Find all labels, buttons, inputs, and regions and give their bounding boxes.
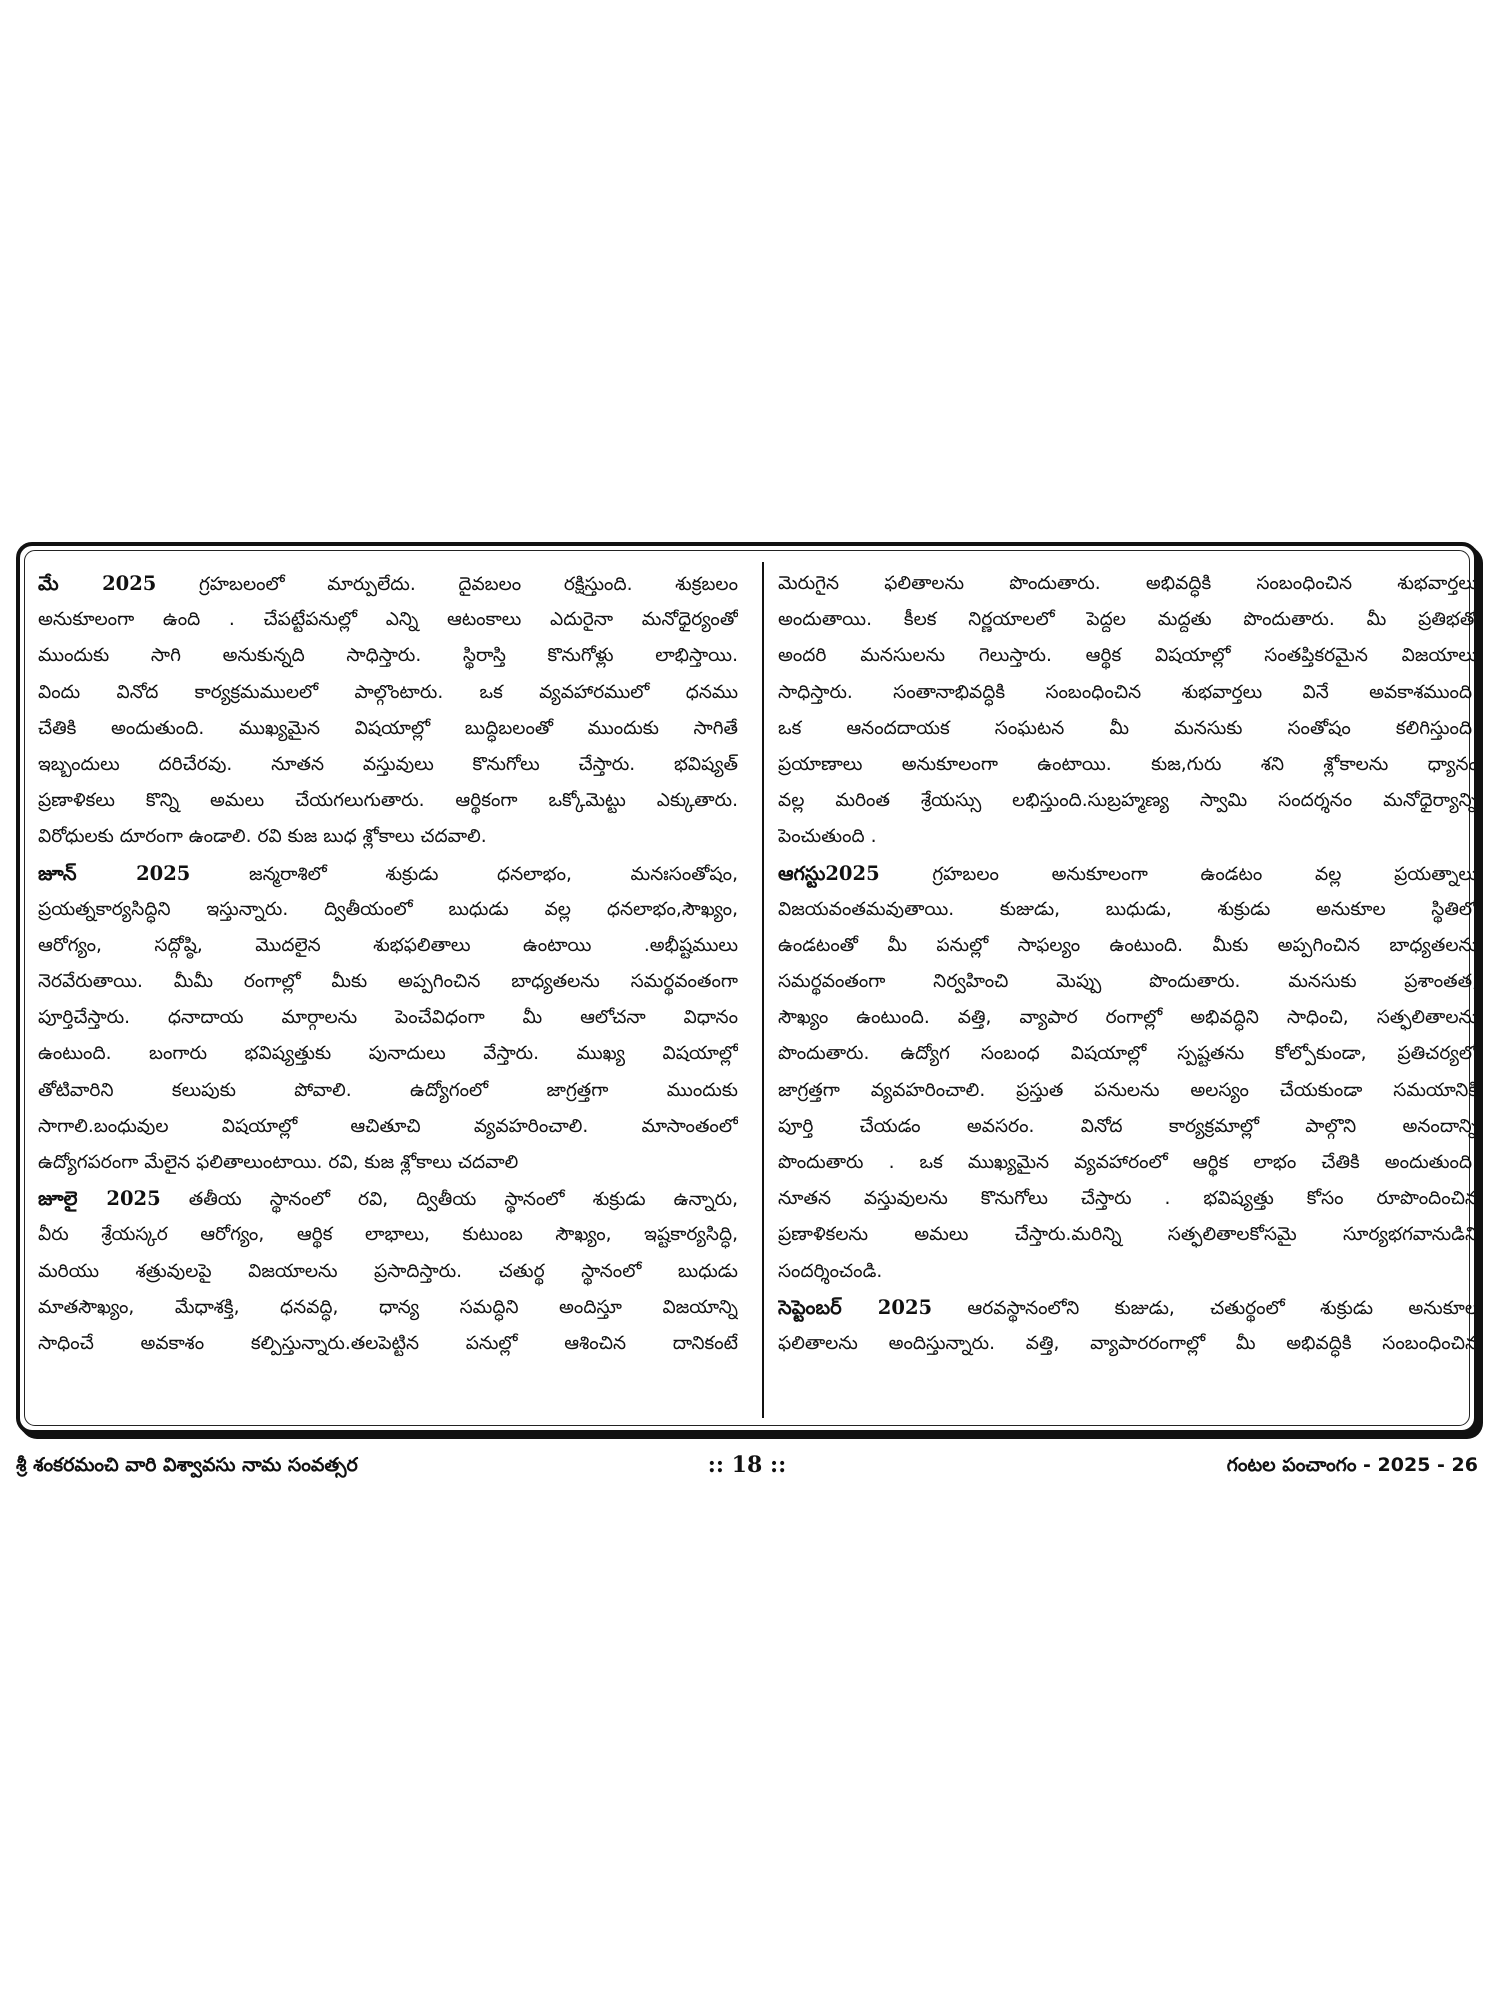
line-text: నెరవేరుతాయి. మీమీ రంగాల్లో మీకు అప్పగించిన బాధ్యతలను సమర్థవంతంగా	[38, 971, 738, 993]
line-text: మాతసౌఖ్యం, మేధాశక్తి, ధనవద్ధి, ధాన్య సమద్ధిని అందిస్తూ విజయాన్ని	[38, 1296, 738, 1318]
text-line	[778, 1036, 1478, 1072]
line-text: తతీయ స్థానంలో రవి, ద్వితీయ స్థానంలో శుక్రుడు ఉన్నారు,	[160, 1189, 738, 1211]
line-text: ప్రణాళికలను అమలు చేస్తారు.మరిన్ని సత్ఫలితాలకోసమై సూర్యభగవానుడిని	[778, 1224, 1478, 1246]
text-line	[778, 1073, 1478, 1109]
text-line	[38, 1254, 738, 1290]
line-text: అందరి మనసులను గెలుస్తారు. ఆర్థిక విషయాల్లో సంతప్తికరమైన విజయాలు	[778, 645, 1478, 667]
text-line	[38, 1109, 738, 1145]
month-heading: జూన్ 2025	[38, 861, 191, 885]
line-text: పెంచుతుంది .	[778, 826, 877, 848]
text-line	[38, 1290, 738, 1326]
line-text: విందు వినోద కార్యక్రమములలో పాల్గొంటారు. ఒక వ్యవహారములో ధనము	[38, 681, 738, 703]
footer-title: గంటల పంచాంగం - 2025 - 26	[1226, 1454, 1478, 1476]
text-line	[778, 1290, 1478, 1326]
text-line	[778, 856, 1478, 892]
text-line	[778, 1326, 1478, 1362]
line-text: ప్రణాళికలు కొన్ని అమలు చేయగలుగుతారు. ఆర్థికంగా ఒక్కోమెట్టు ఎక్కుతారు.	[38, 790, 738, 812]
text-line	[778, 566, 1478, 602]
line-text: ఉంటుంది. బంగారు భవిష్యత్తుకు పునాదులు వేస్తారు. ముఖ్య విషయాల్లో	[38, 1043, 738, 1065]
page-number: :: 18 ::	[707, 1452, 787, 1478]
text-line	[778, 602, 1478, 638]
text-line	[38, 1145, 738, 1181]
right-column	[778, 566, 1478, 1418]
text-line	[38, 638, 738, 674]
text-line	[38, 1217, 738, 1253]
text-line	[778, 819, 1478, 855]
month-heading: మే 2025	[38, 572, 157, 595]
text-line	[778, 675, 1478, 711]
text-line	[38, 1073, 738, 1109]
text-line	[778, 1000, 1478, 1036]
line-text: ఉండటంతో మీ పనుల్లో సాఫల్యం ఉంటుంది. మీకు అప్పగించిన బాధ్యతలను	[778, 934, 1478, 956]
line-text: గ్రహబలంలో మార్పులేదు. దైవబలం రక్షిస్తుంది. శుక్రబలం	[156, 574, 738, 595]
line-text: పూర్తిచేస్తారు. ధనాదాయ మార్గాలను పెంచేవిధంగా మీ ఆలోచనా విధానం	[38, 1007, 738, 1029]
column-divider	[762, 562, 764, 1418]
text-line	[38, 1326, 738, 1362]
text-line	[38, 819, 738, 855]
line-text: ఫలితాలను అందిస్తున్నారు. వత్తి, వ్యాపారరంగాల్లో మీ అభివద్ధికి సంబంధించిన	[778, 1332, 1478, 1354]
line-text: మరియు శత్రువులపై విజయాలను ప్రసాదిస్తారు. చతుర్థ స్థానంలో బుధుడు	[38, 1260, 738, 1282]
line-text: విరోధులకు దూరంగా ఉండాలి. రవి కుజ బుధ శ్లోకాలు చదవాలి.	[38, 826, 487, 848]
text-line	[38, 1000, 738, 1036]
text-line	[778, 1181, 1478, 1217]
line-text: ఒక ఆనందదాయక సంఘటన మీ మనసుకు సంతోషం కలిగిస్తుంది.	[778, 717, 1478, 739]
text-line	[38, 1181, 738, 1217]
line-text: నూతన వస్తువులను కొనుగోలు చేస్తారు . భవిష్యత్తు కోసం రూపొందించిన	[778, 1188, 1478, 1210]
text-line	[778, 1217, 1478, 1253]
text-line	[778, 928, 1478, 964]
left-column	[38, 566, 738, 1418]
line-text: అందుతాయి. కీలక నిర్ణయాలలో పెద్దల మద్దతు పొందుతారు. మీ ప్రతిభతో	[778, 609, 1478, 631]
text-line	[38, 711, 738, 747]
line-text: జాగ్రత్తగా వ్యవహరించాలి. ప్రస్తుత పనులను అలస్యం చేయకుండా సమయానికి	[778, 1079, 1478, 1101]
line-text: సాధిస్తారు. సంతానాభివద్ధికి సంబంధించిన శుభవార్తలు వినే అవకాశముంది.	[778, 681, 1478, 703]
text-line	[38, 1036, 738, 1072]
text-line	[38, 892, 738, 928]
month-heading: జూలై 2025	[38, 1187, 161, 1211]
line-text: వీరు శ్రేయస్కర ఆరోగ్యం, ఆర్థిక లాభాలు, కుటుంబ సౌఖ్యం, ఇష్టకార్యసిద్ధి,	[38, 1224, 738, 1246]
line-text: ఆరోగ్యం, సద్గోష్ఠి, మొదలైన శుభఫలితాలు ఉంటాయి .అభీష్టములు	[38, 934, 738, 956]
line-text: సౌఖ్యం ఉంటుంది. వత్తి, వ్యాపార రంగాల్లో అభివద్ధిని సాధించి, సత్ఫలితాలను	[778, 1007, 1478, 1029]
text-line	[38, 964, 738, 1000]
line-text: సందర్శించండి.	[778, 1260, 883, 1282]
text-line	[38, 856, 738, 892]
month-heading: సెప్టెంబర్ 2025	[778, 1295, 933, 1319]
line-text: జన్మరాశిలో శుక్రుడు ధనలాభం, మనఃసంతోషం,	[190, 863, 738, 885]
footer-publisher: శ్రీ శంకరమంచి వారి విశ్వావసు నామ సంవత్సర	[16, 1454, 358, 1476]
line-text: చేతికి అందుతుంది. ముఖ్యమైన విషయాల్లో బుద్ధిబలంతో ముందుకు సాగితే	[38, 717, 738, 739]
line-text: ఆరవస్థానంలోని కుజుడు, చతుర్థంలో శుక్రుడు అనుకూల	[932, 1297, 1478, 1319]
line-text: ఉద్యోగపరంగా మేలైన ఫలితాలుంటాయి. రవి, కుజ శ్లోకాలు చదవాలి	[38, 1152, 519, 1173]
text-line	[38, 747, 738, 783]
line-text: పూర్తి చేయడం అవసరం. వినోద కార్యక్రమాల్లో పాల్గొని అనందాన్ని	[778, 1115, 1478, 1137]
month-heading: ఆగస్టు2025	[778, 861, 880, 885]
line-text: తోటివారిని కలుపుకు పోవాలి. ఉద్యోగంలో జాగ్రత్తగా ముందుకు	[38, 1079, 738, 1101]
line-text: అనుకూలంగా ఉంది . చేపట్టేపనుల్లో ఎన్ని ఆటంకాలు ఎదురైనా మనోధైర్యంతో	[38, 609, 738, 631]
line-text: వల్ల మరింత శ్రేయస్సు లభిస్తుంది.సుబ్రహ్మణ్య స్వామి సందర్శనం మనోధైర్యాన్ని	[778, 790, 1478, 812]
line-text: సమర్థవంతంగా నిర్వహించి మెప్పు పొందుతారు. మనసుకు ప్రశాంతత,	[778, 971, 1478, 993]
line-text: సాగాలి.బంధువుల విషయాల్లో ఆచితూచి వ్యవహరించాలి. మాసాంతంలో	[38, 1115, 738, 1137]
line-text: సాధించే అవకాశం కల్పిస్తున్నారు.తలపెట్టిన పనుల్లో ఆశించిన దానికంటే	[38, 1332, 738, 1354]
text-line	[778, 892, 1478, 928]
line-text: గ్రహబలం అనుకూలంగా ఉండటం వల్ల ప్రయత్నాలు	[879, 863, 1478, 885]
text-line	[778, 1254, 1478, 1290]
line-text: ఇబ్బందులు దరిచేరవు. నూతన వస్తువులు కొనుగోలు చేస్తారు. భవిష్యత్	[38, 753, 738, 775]
text-line	[778, 638, 1478, 674]
line-text: మెరుగైన ఫలితాలను పొందుతారు. అభివద్ధికి సంబంధించిన శుభవార్తలు	[778, 573, 1478, 594]
text-frame	[16, 542, 1478, 1434]
line-text: పొందుతారు . ఒక ముఖ్యమైన వ్యవహారంలో ఆర్థిక లాభం చేతికి అందుతుంది.	[778, 1152, 1478, 1173]
text-line	[778, 747, 1478, 783]
text-line	[778, 964, 1478, 1000]
text-line	[778, 1145, 1478, 1181]
text-line	[778, 1109, 1478, 1145]
line-text: విజయవంతమవుతాయి. కుజుడు, బుధుడు, శుక్రుడు అనుకూల స్థితిలో	[778, 898, 1478, 920]
text-line	[38, 675, 738, 711]
text-line	[778, 711, 1478, 747]
line-text: ముందుకు సాగి అనుకున్నది సాధిస్తారు. స్థిరాస్తి కొనుగోళ్లు లాభిస్తాయి.	[38, 645, 738, 667]
text-line	[38, 602, 738, 638]
text-line	[38, 928, 738, 964]
text-line	[778, 783, 1478, 819]
page-footer	[16, 1448, 1478, 1484]
line-text: పొందుతారు. ఉద్యోగ సంబంధ విషయాల్లో స్పష్టతను కోల్పోకుండా, ప్రతిచర్యలో	[778, 1043, 1478, 1065]
line-text: ప్రయాణాలు అనుకూలంగా ఉంటాయి. కుజ,గురు శని శ్లోకాలను ధ్యానం	[778, 753, 1478, 775]
text-line	[38, 566, 738, 602]
text-line	[38, 783, 738, 819]
line-text: ప్రయత్నకార్యసిద్ధిని ఇస్తున్నారు. ద్వితీయంలో బుధుడు వల్ల ధనలాభం,సౌఖ్యం,	[38, 898, 738, 920]
